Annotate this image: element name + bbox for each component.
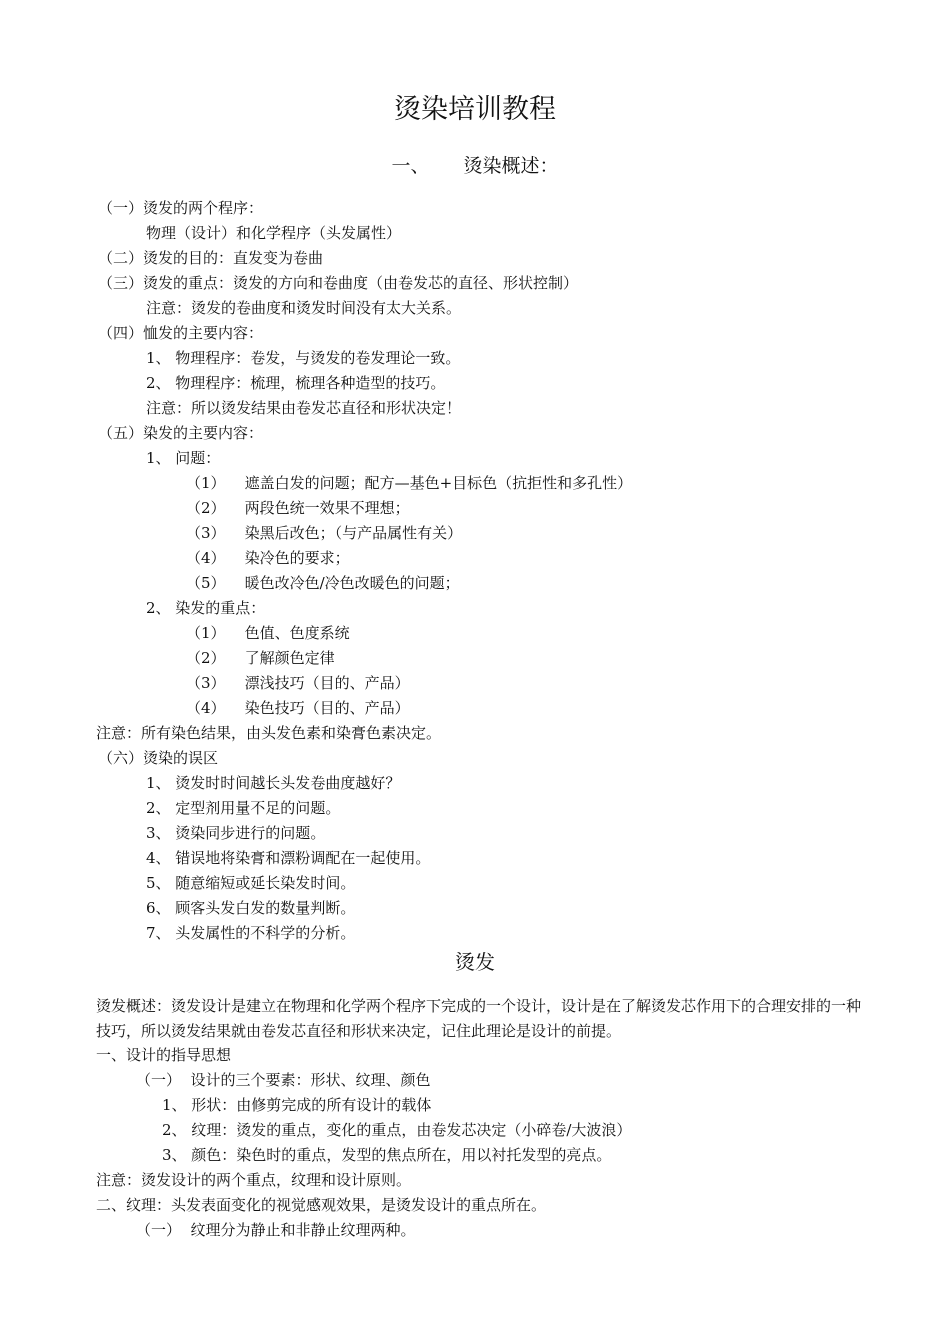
text-line: 2、 纹理：烫发的重点，变化的重点，由卷发芯决定（小碎卷/大波浪） — [162, 1121, 632, 1139]
text-line: 1、 形状：由修剪完成的所有设计的载体 — [162, 1096, 432, 1114]
text-line: 7、 头发属性的不科学的分析。 — [146, 924, 356, 942]
text-line: （一）烫发的两个程序： — [98, 199, 264, 217]
text-line: 2、 定型剂用量不足的问题。 — [146, 799, 341, 817]
text-line: （一） 纹理分为静止和非静止纹理两种。 — [136, 1221, 416, 1239]
section-number: 一、 — [391, 155, 430, 177]
text-line: （2） 了解颜色定律 — [186, 649, 335, 667]
text-line: 3、 烫染同步进行的问题。 — [146, 824, 326, 842]
text-line: 2、 物理程序：梳理，梳理各种造型的技巧。 — [146, 374, 446, 392]
text-line: （3） 染黑后改色；（与产品属性有关） — [186, 524, 463, 542]
text-line: 1、 物理程序：卷发，与烫发的卷发理论一致。 — [146, 349, 461, 367]
text-line: （四）恤发的主要内容： — [98, 324, 264, 342]
text-line: 注意：所以烫发结果由卷发芯直径和形状决定！ — [146, 399, 462, 417]
text-line: 1、 问题： — [146, 449, 221, 467]
text-line: 1、 烫发时时间越长头发卷曲度越好？ — [146, 774, 401, 792]
overview-paragraph: 烫发概述：烫发设计是建立在物理和化学两个程序下完成的一个设计，设计是在了解烫发芯作用下的合理安排的一种技巧，所以烫发结果就由卷发芯直径和形状来决定，记住此理论是设计的前提。 — [96, 997, 862, 1040]
text-line: （三）烫发的重点：烫发的方向和卷曲度（由卷发芯的直径、形状控制） — [98, 274, 579, 292]
text-line: （六）烫染的误区 — [98, 749, 219, 767]
text-line: 4、 错误地将染膏和漂粉调配在一起使用。 — [146, 849, 431, 867]
text-line: 6、 顾客头发白发的数量判断。 — [146, 899, 356, 917]
text-line: 注意：烫发的卷曲度和烫发时间没有太大关系。 — [146, 299, 462, 317]
text-line: （2） 两段色统一效果不理想； — [186, 499, 410, 517]
text-line: （3） 漂浅技巧（目的、产品） — [186, 674, 410, 692]
text-line: （1） 色值、色度系统 — [186, 624, 350, 642]
text-line: （4） 染色技巧（目的、产品） — [186, 699, 410, 717]
text-line: （二）烫发的目的：直发变为卷曲 — [98, 249, 324, 267]
text-line: （五）染发的主要内容： — [98, 424, 264, 442]
text-line: 物理（设计）和化学程序（头发属性） — [146, 224, 402, 242]
text-line: 2、 染发的重点： — [146, 599, 266, 617]
section-heading-overview — [0, 152, 950, 180]
text-line: （4） 染冷色的要求； — [186, 549, 350, 567]
text-line: 一、设计的指导思想 — [96, 1046, 232, 1064]
text-line: 注意：烫发设计的两个重点，纹理和设计原则。 — [96, 1171, 412, 1189]
text-line: 5、 随意缩短或延长染发时间。 — [146, 874, 356, 892]
section-label: 烫染概述： — [463, 155, 559, 177]
document-title: 烫染培训教程 — [394, 94, 556, 125]
section-heading-perm: 烫发 — [455, 950, 495, 974]
text-line: （1） 遮盖白发的问题；配方—基色+目标色（抗拒性和多孔性） — [186, 474, 633, 492]
text-line: 二、纹理：头发表面变化的视觉感观效果，是烫发设计的重点所在。 — [96, 1196, 547, 1214]
text-line: 注意：所有染色结果，由头发色素和染膏色素决定。 — [96, 724, 442, 742]
text-line: （5） 暖色改冷色/冷色改暖色的问题； — [186, 574, 460, 592]
text-line: 3、 颜色：染色时的重点，发型的焦点所在，用以衬托发型的亮点。 — [162, 1146, 612, 1164]
text-line: （一） 设计的三个要素：形状、纹理、颜色 — [136, 1071, 431, 1089]
